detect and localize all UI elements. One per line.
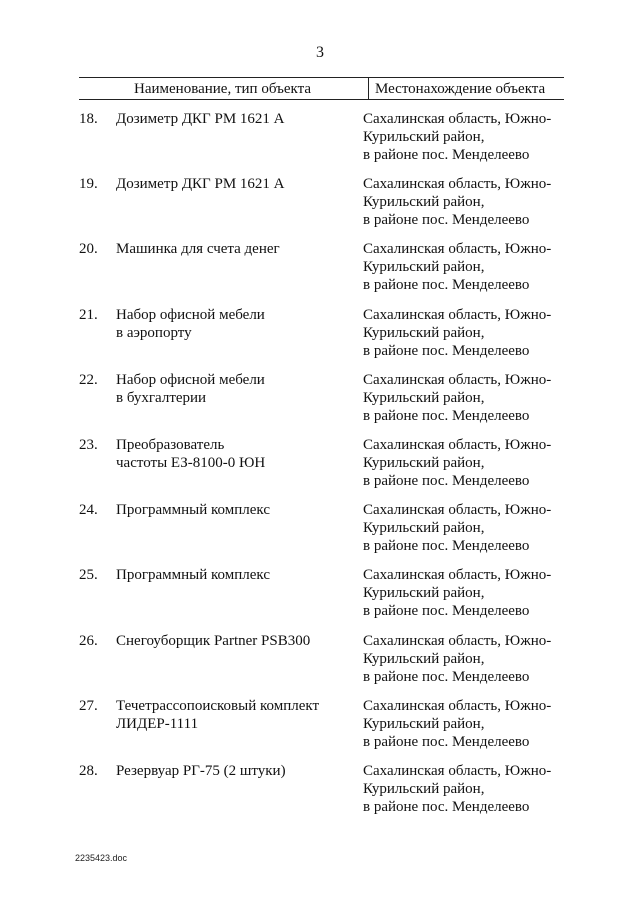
object-location [363, 697, 573, 751]
object-location-line: в районе пос. Менделеево [363, 342, 530, 359]
object-name [116, 240, 351, 258]
object-location-line: Сахалинская область, Южно- [363, 436, 552, 453]
page-number: 3 [316, 44, 324, 61]
footer-filename: 2235423.doc [75, 853, 128, 863]
object-location-line: Сахалинская область, Южно- [363, 502, 552, 519]
object-name-line: Машинка для счета денег [116, 241, 280, 258]
object-name-line: Программный комплекс [116, 502, 270, 519]
object-location-line: в районе пос. Менделеево [363, 733, 530, 750]
object-name-line: Резервуар РГ-75 (2 штуки) [116, 762, 286, 779]
table-row [0, 566, 640, 631]
object-location-line: Сахалинская область, Южно- [363, 241, 552, 258]
object-name-line: Набор офисной мебели [116, 371, 265, 388]
object-name-line: Течетрассопоисковый комплект [116, 697, 320, 714]
object-location-line: Сахалинская область, Южно- [363, 567, 552, 584]
row-number: 22. [79, 371, 98, 388]
object-name-line: Преобразователь [116, 436, 225, 453]
object-location-line: Курильский район, [363, 715, 485, 732]
object-location-line: Курильский район, [363, 454, 485, 471]
object-location-line: Сахалинская область, Южно- [363, 306, 552, 323]
object-location-line: Курильский район, [363, 194, 485, 211]
object-name [116, 762, 351, 780]
object-name-line: ЛИДЕР-1111 [116, 715, 199, 732]
object-location [363, 501, 573, 555]
object-location [363, 762, 573, 816]
object-location [363, 240, 573, 294]
object-location-line: в районе пос. Менделеево [363, 668, 530, 685]
object-location [363, 436, 573, 490]
object-name-line: Программный комплекс [116, 567, 270, 584]
object-location-line: в районе пос. Менделеево [363, 212, 530, 229]
object-location [363, 306, 573, 360]
object-location-line: Курильский район, [363, 259, 485, 276]
row-number: 21. [79, 306, 98, 323]
object-name-line: Снегоуборщик Partner PSB300 [116, 632, 311, 649]
object-location-line: Курильский район, [363, 650, 485, 667]
object-name-line: Дозиметр ДКГ РМ 1621 А [116, 176, 285, 193]
object-location-line: Курильский район, [363, 324, 485, 341]
object-name [116, 436, 351, 472]
object-name [116, 566, 351, 584]
table-row [0, 697, 640, 762]
object-name-line: в аэропорту [116, 324, 192, 341]
table-row [0, 371, 640, 436]
row-number: 20. [79, 241, 98, 258]
table-row [0, 501, 640, 566]
row-number: 23. [79, 436, 98, 453]
row-number: 19. [79, 176, 98, 193]
object-location-line: в районе пос. Менделеево [363, 407, 530, 424]
object-location [363, 632, 573, 686]
column-divider [368, 78, 369, 99]
object-name-line: Набор офисной мебели [116, 306, 265, 323]
object-location-line: в районе пос. Менделеево [363, 798, 530, 815]
table-row [0, 110, 640, 175]
object-name [116, 501, 351, 519]
object-location-line: Курильский район, [363, 129, 485, 145]
object-location-line: Курильский район, [363, 585, 485, 602]
row-number: 27. [79, 697, 98, 714]
object-location-line: Сахалинская область, Южно- [363, 697, 552, 714]
object-location-line: Сахалинская область, Южно- [363, 176, 552, 193]
object-location-line: Сахалинская область, Южно- [363, 111, 552, 127]
table-row [0, 436, 640, 501]
object-location [363, 371, 573, 425]
table-header [79, 77, 564, 100]
table-row [0, 306, 640, 371]
column-header-name: Наименование, тип объекта [134, 81, 311, 97]
row-number: 28. [79, 762, 98, 779]
row-number: 18. [79, 111, 98, 127]
object-location [363, 110, 573, 164]
object-name [116, 697, 351, 733]
object-location [363, 566, 573, 620]
object-location-line: Сахалинская область, Южно- [363, 632, 552, 649]
object-location-line: Курильский район, [363, 520, 485, 537]
object-location-line: Сахалинская область, Южно- [363, 371, 552, 388]
object-location-line: в районе пос. Менделеево [363, 603, 530, 620]
row-number: 26. [79, 632, 98, 649]
object-name [116, 306, 351, 342]
object-location-line: в районе пос. Менделеево [363, 147, 530, 163]
object-location-line: в районе пос. Менделеево [363, 472, 530, 489]
object-name-line: частоты ЕЗ-8100-0 ЮН [116, 454, 266, 471]
table-row [0, 762, 640, 827]
object-location-line: в районе пос. Менделеево [363, 277, 530, 294]
object-name [116, 175, 351, 193]
object-location-line: Сахалинская область, Южно- [363, 762, 552, 779]
object-name-line: Дозиметр ДКГ РМ 1621 А [116, 111, 285, 127]
object-name [116, 632, 351, 650]
row-number: 24. [79, 502, 98, 519]
table-row [0, 175, 640, 240]
table-row [0, 240, 640, 305]
object-name [116, 371, 351, 407]
table-body [0, 110, 640, 827]
object-location [363, 175, 573, 229]
object-location-line: Курильский район, [363, 389, 485, 406]
object-location-line: Курильский район, [363, 780, 485, 797]
table-row [0, 632, 640, 697]
object-name [116, 110, 351, 128]
object-location-line: в районе пос. Менделеево [363, 538, 530, 555]
column-header-location: Местонахождение объекта [375, 81, 546, 97]
object-name-line: в бухгалтерии [116, 389, 207, 406]
row-number: 25. [79, 567, 98, 584]
